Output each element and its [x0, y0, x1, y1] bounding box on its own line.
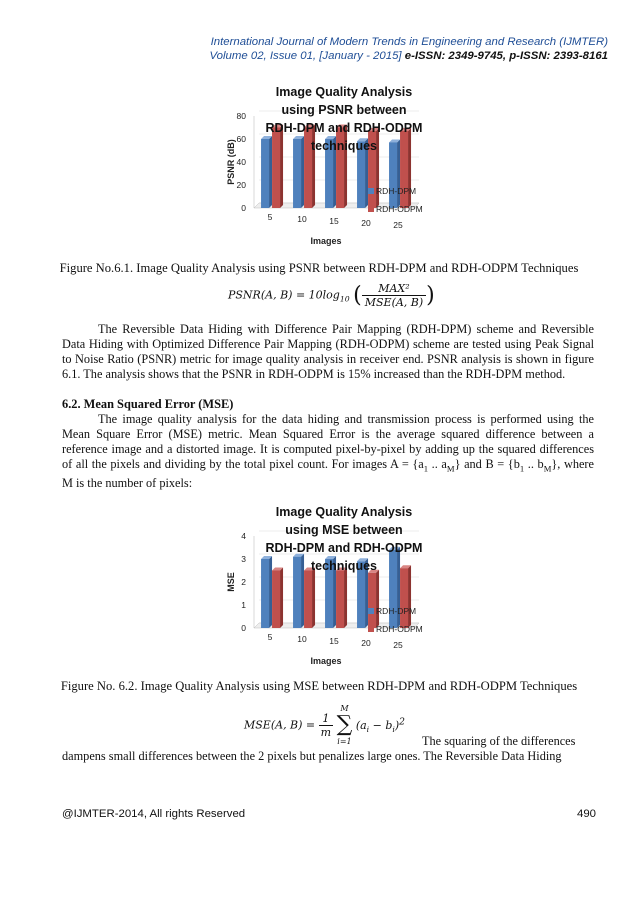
bar-rdh-dpm — [293, 557, 301, 628]
legend-label: RDH-DPM — [376, 606, 417, 616]
psnr-eq-sub: 10 — [339, 294, 350, 304]
legend-swatch — [368, 626, 374, 632]
paragraph-psnr: The Reversible Data Hiding with Difference Pair Mapping (RDH-DPM) scheme and Reversible Data Hiding with Optimized Difference Pair Mapping (RDH-ODPM) scheme are tested using Peak Signal to Noise Ratio (PSNR) metric for image quality analysis in receiver end. PSNR analysis is shown in figure 6.1. The analysis shows that the PSNR in RDH-ODPM is 15% increased than the RDH-DPM method. — [62, 322, 594, 381]
x-tick-label: 25 — [393, 640, 403, 650]
x-tick-label: 15 — [329, 216, 339, 226]
x-tick-label: 10 — [297, 214, 307, 224]
chart-title-line: techniques — [311, 559, 377, 573]
chart-title-line: using MSE between — [285, 523, 403, 537]
legend-swatch — [368, 188, 374, 194]
bar-rdh-dpm — [293, 139, 301, 208]
bar-side — [301, 136, 304, 208]
legend-label: RDH-ODPM — [376, 624, 423, 634]
bar-rdh-dpm — [261, 139, 269, 208]
y-tick-label: 2 — [241, 577, 246, 587]
paragraph-squaring-start: The squaring of the differences — [422, 734, 576, 748]
chart-title-line: using PSNR between — [281, 103, 407, 117]
x-tick-label: 25 — [393, 220, 403, 230]
legend-swatch — [368, 608, 374, 614]
page-footer — [62, 808, 596, 820]
x-tick-label: 20 — [361, 218, 371, 228]
mse-eq-end: ) — [394, 718, 400, 732]
chart-title-line: RDH-DPM and RDH-ODPM — [265, 121, 423, 135]
bar-side — [312, 568, 315, 629]
bar-rdh-odpm — [304, 571, 312, 629]
y-tick-label: 0 — [241, 623, 246, 633]
chart-title-line: RDH-DPM and RDH-ODPM — [265, 541, 423, 555]
mse-eq-frac-den: m — [320, 725, 332, 739]
x-tick-label: 10 — [297, 634, 307, 644]
figure-6-1-caption: Figure No.6.1. Image Quality Analysis using PSNR between RDH-DPM and RDH-ODPM Techniques — [59, 261, 579, 275]
bar-rdh-odpm — [400, 131, 408, 208]
psnr-eq-den: MSE(A, B) — [364, 296, 424, 309]
footer-copyright: @IJMTER-2014, All rights Reserved — [62, 808, 246, 820]
bar-side — [397, 139, 400, 208]
mse-eq-sq: 2 — [399, 716, 405, 728]
para2-t3: } and B = {b — [454, 457, 520, 471]
mse-eq-sum-bot: i=1 — [337, 737, 352, 746]
y-tick-label: 4 — [241, 531, 246, 541]
mse-chart — [224, 500, 424, 678]
chart-title-line: Image Quality Analysis — [275, 505, 413, 519]
legend-label: RDH-ODPM — [376, 204, 423, 214]
bar-rdh-odpm — [368, 573, 376, 628]
chart-svg-1 — [224, 80, 424, 258]
x-tick-label: 5 — [267, 632, 273, 642]
bar-rdh-odpm — [272, 571, 280, 629]
legend-label: RDH-DPM — [376, 186, 417, 196]
mse-eq-mid: − b — [369, 718, 393, 732]
bar-side — [312, 125, 315, 209]
para2-sub2: M — [446, 463, 455, 474]
y-tick-label: 40 — [236, 157, 246, 167]
bar-rdh-odpm — [336, 571, 344, 629]
para2-sub1: 1 — [423, 463, 429, 474]
bar-side — [280, 125, 283, 209]
bar-side — [280, 568, 283, 629]
mse-eq-body: (a — [355, 718, 367, 732]
y-tick-label: 3 — [241, 554, 246, 564]
x-tick-label: 5 — [267, 212, 273, 222]
y-tick-label: 0 — [241, 203, 246, 213]
bar-side — [269, 136, 272, 208]
mse-equation — [244, 703, 405, 747]
y-axis-title: PSNR (dB) — [226, 139, 236, 185]
para2-t5: }, where M is the number of pixels: — [62, 457, 594, 491]
chart-title-line: Image Quality Analysis — [275, 85, 413, 99]
journal-title: International Journal of Modern Trends in Engineering and Research (IJMTER) — [210, 36, 608, 48]
psnr-eq-num: MAX² — [362, 282, 426, 296]
para2-t4: .. b — [524, 457, 544, 471]
bar-side — [376, 570, 379, 628]
bar-side — [269, 556, 272, 628]
bar-rdh-dpm — [389, 550, 397, 628]
x-tick-label: 20 — [361, 638, 371, 648]
chart-title-line: techniques — [311, 139, 377, 153]
legend-swatch — [368, 206, 374, 212]
mse-eq-ai: i — [366, 724, 370, 734]
y-axis-title: MSE — [226, 572, 236, 592]
paragraph-squaring: dampens small differences between the 2 pixels but penalizes large ones. The Reversible Data Hiding — [62, 749, 562, 763]
figure-6-2-caption: Figure No. 6.2. Image Quality Analysis using MSE between RDH-DPM and RDH-ODPM Techniques — [60, 679, 578, 693]
plot-area — [226, 505, 423, 666]
para2-t2: .. a — [428, 457, 447, 471]
bar-side — [301, 554, 304, 628]
y-tick-label: 1 — [241, 600, 246, 610]
y-tick-label: 80 — [236, 111, 246, 121]
x-tick-label: 15 — [329, 636, 339, 646]
plot-area — [226, 85, 423, 246]
psnr-equation: PSNR(A, $B) = 10\log_{10}$ ( MAX² MSE(A, B) ) — [228, 282, 435, 309]
journal-issn: e-ISSN: 2349-9745, p-ISSN: 2393-8161 — [404, 50, 608, 62]
journal-volume: Volume 02, Issue 01, [January - 2015] — [209, 50, 402, 62]
mse-eq-sum-top: M — [340, 704, 349, 713]
paragraph-mse — [62, 412, 594, 491]
bar-side — [344, 125, 347, 209]
y-tick-label: 60 — [236, 134, 246, 144]
bar-rdh-dpm — [389, 142, 397, 208]
section-6-2-heading: 6.2. Mean Squared Error (MSE) — [62, 397, 234, 411]
x-axis-title: Images — [310, 656, 342, 666]
bar-rdh-dpm — [261, 559, 269, 628]
chart-svg-2 — [224, 500, 424, 678]
para2-sub3: 1 — [519, 463, 525, 474]
bar-side — [408, 565, 411, 628]
bar-rdh-odpm — [400, 568, 408, 628]
para2-sub4: M — [543, 463, 552, 474]
y-tick-label: 20 — [236, 180, 246, 190]
para2-text: The image quality analysis for the data hiding and transmission process is performed using the Mean Square Error (MSE) metric. Mean Squared Error is the average squared difference between a reference image and a distorted image. It is computed pixel-by-pixel by adding up the squared differences of all the pixels and dividing by the total pixel count. For images A = {a — [62, 412, 594, 471]
psnr-chart — [224, 80, 424, 258]
mse-eq-lhs: MSE(A, B) = — [244, 718, 316, 732]
mse-eq-bi: i — [392, 724, 395, 734]
psnr-eq-lhs: PSNR(A, B) = 10log — [228, 288, 340, 302]
journal-header — [210, 35, 609, 63]
mse-eq-frac-num: 1 — [319, 712, 333, 726]
page-number: 490 — [576, 808, 596, 820]
bar-rdh-odpm — [272, 128, 280, 209]
journal-volume-line — [210, 49, 609, 63]
x-axis-title: Images — [310, 236, 342, 246]
sigma-icon: ∑ — [336, 712, 353, 737]
bar-side — [344, 568, 347, 629]
